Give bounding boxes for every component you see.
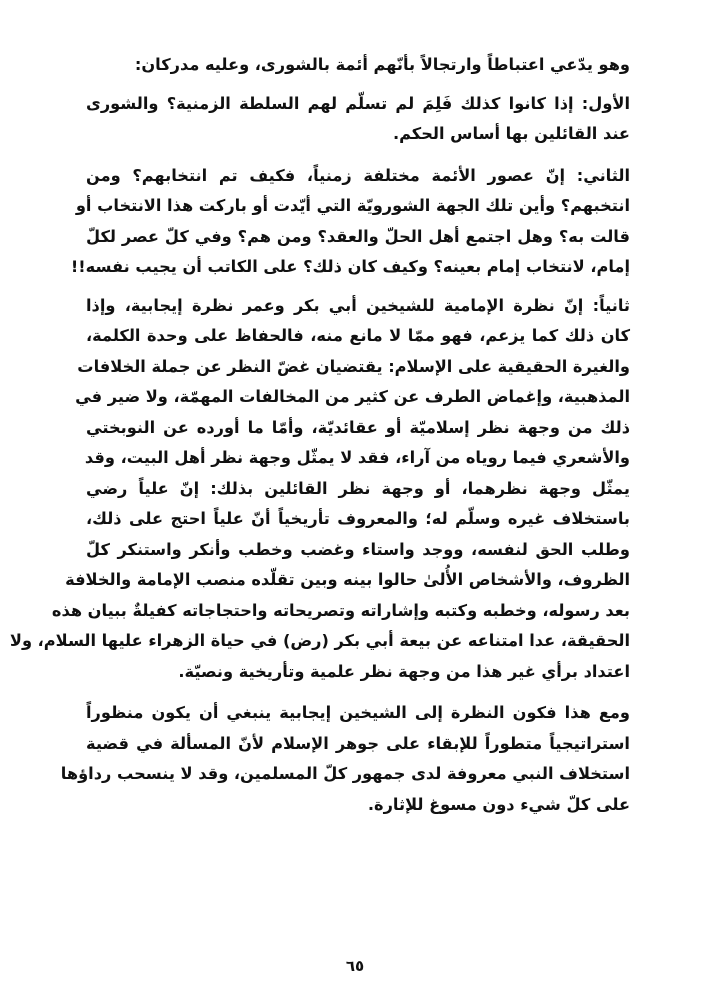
text-line: استخلاف النبي معروفة لدى جمهور كلّ المسلمين، وقد لا ينسحب رداؤها bbox=[60, 764, 630, 783]
text-line: انتخبهم؟ وأين تلك الجهة الشورويّة التي أيّدت أو باركت هذا الانتخاب أو bbox=[75, 196, 630, 215]
text-line: الثاني: إنّ عصور الأئمة مختلفة زمنياً، فكيف تم انتخابهم؟ ومن bbox=[86, 165, 630, 185]
page-number: ٦٥ bbox=[345, 957, 365, 975]
text-line: الأول: إذا كانوا كذلك فَلِمَ لم تسلّم لهم السلطة الزمنية؟ والشورى bbox=[86, 93, 630, 113]
text-line: على كلّ شيء دون مسوغ للإثارة. bbox=[367, 794, 630, 814]
text-line: استراتيجياً متطوراً للإبقاء على جوهر الإسلام لأنّ المسألة في قضية bbox=[86, 733, 630, 753]
text-line: ومع هذا فكون النظرة إلى الشيخين إيجابية ينبغي أن يكون منظوراً bbox=[86, 703, 630, 722]
paragraph bbox=[9, 291, 630, 688]
text-line: الظروف، والأشخاص الأُلىٰ حالوا بينه وبين تقلّده منصب الإمامة والخلافة bbox=[65, 570, 630, 589]
text-line: وطلب الحق لنفسه، ووجد واستاء وغضب وخطب وأنكر واستنكر كلّ bbox=[86, 539, 630, 559]
text-line: بعد رسوله، وخطبه وكتبه وإشاراته وتصريحاته واحتجاجاته كفيلةٌ ببيان هذه bbox=[51, 600, 630, 620]
text-line: وهو يدّعي اعتباطاً وارتجالاً بأنّهم أئمة بالشورى، وعليه مدركان: bbox=[134, 55, 630, 74]
text-line: ذلك من وجهة نظر إسلاميّة أو عقائديّة، وأمّا ما أورده عن النوبختي bbox=[86, 417, 630, 437]
text-line: المذهبية، وإغماض الطرف عن كثير من المخالفات المهمّة، ولا ضير في bbox=[75, 387, 630, 406]
paragraph bbox=[86, 89, 630, 150]
text-line: اعتداد برأي غير هذا من وجهة نظر علمية وتأريخية ونصيّة. bbox=[178, 661, 630, 681]
text-line: كان ذلك كما يزعم، فهو ممّا لا مانع منه، فالحفاظ على وحدة الكلمة، bbox=[86, 326, 630, 345]
page-body bbox=[9, 50, 630, 820]
text-line: قالت به؟ وهل اجتمع أهل الحلّ والعقد؟ ومن هم؟ وفي كلّ عصر لكلّ bbox=[86, 226, 630, 246]
text-line: يمثّل وجهة نظرهما، أو وجهة نظر القائلين بذلك: إنّ علياً رضي bbox=[86, 478, 630, 498]
text-line: والغيرة الحقيقية على الإسلام: يقتضيان غضّ النظر عن جملة الخلافات bbox=[77, 356, 630, 376]
paragraph bbox=[60, 698, 630, 820]
text-line: الحقيقة، عدا امتناعه عن بيعة أبي بكر (رض) في حياة الزهراء عليها السلام، ولا bbox=[9, 631, 630, 650]
paragraph bbox=[86, 50, 630, 81]
text-line: عند القائلين بها أساس الحكم. bbox=[392, 124, 630, 143]
text-line: إمام، لانتخاب إمام بعينه؟ وكيف كان ذلك؟ على الكاتب أن يجيب نفسه!! bbox=[70, 257, 630, 276]
text-line: باستخلاف غيره وسلّم له؛ والمعروف تأريخياً أنّ علياً احتج على ذلك، bbox=[86, 509, 630, 528]
text-line: ثانياً: إنّ نظرة الإمامية للشيخين أبي بكر وعمر نظرة إيجابية، وإذا bbox=[86, 295, 630, 315]
paragraph bbox=[70, 161, 630, 283]
text-line: والأشعري فيما روياه من آراء، فقد لا يمثّل وجهة نظر أهل البيت، وقد bbox=[84, 448, 630, 467]
